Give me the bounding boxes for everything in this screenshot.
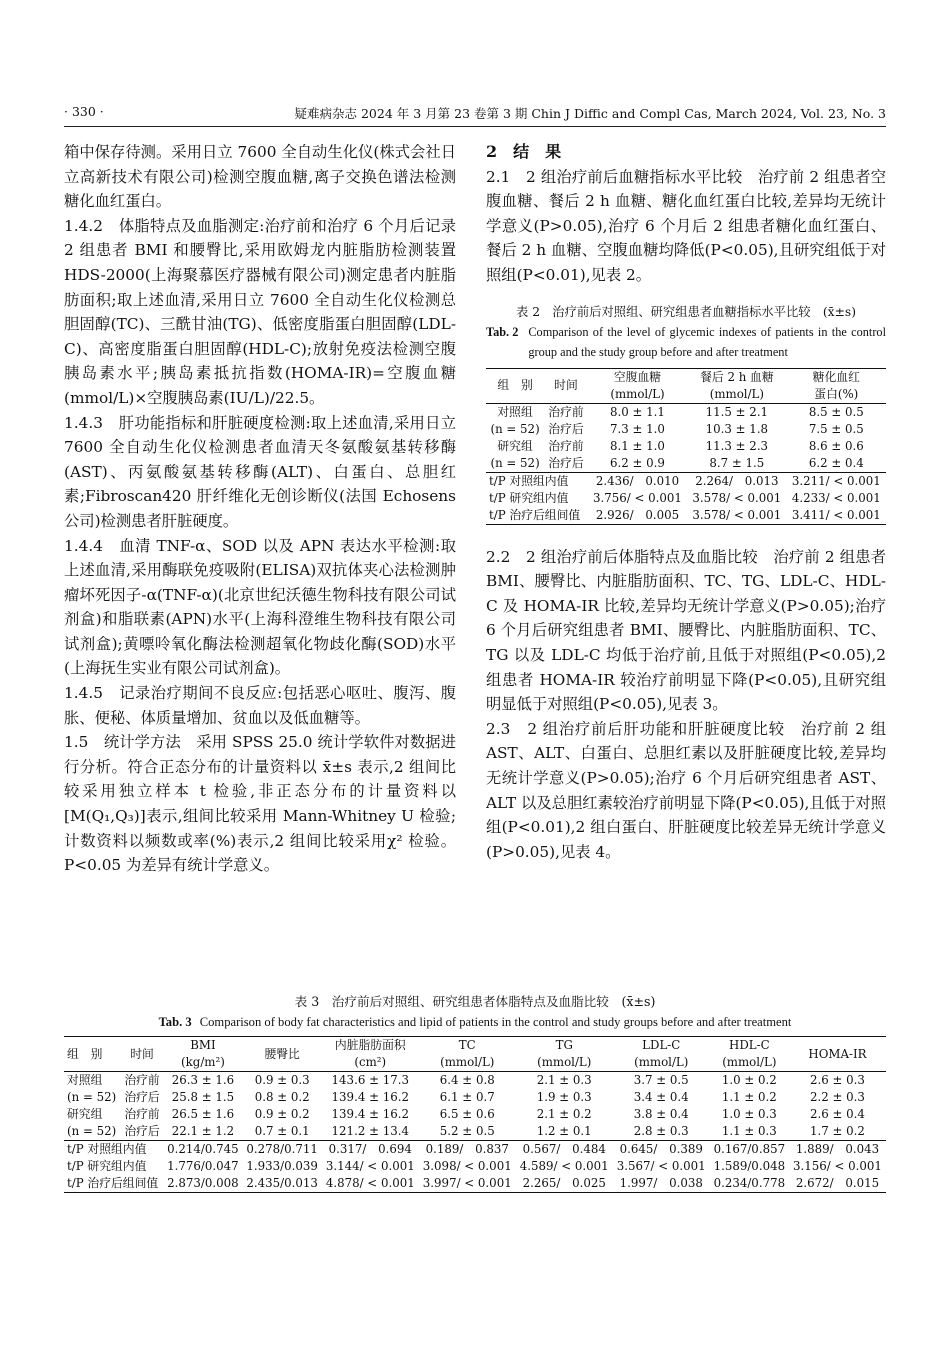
table-cell: 22.1 ± 1.2 (171, 1124, 235, 1138)
table-cell: 26.5 ± 1.6 (171, 1107, 235, 1121)
table-header-cell: TG (mmol/L) (537, 1038, 592, 1069)
table-header-cell: TC (mmol/L) (440, 1038, 495, 1069)
table-cell: 0.9 ± 0.3 (254, 1073, 310, 1087)
table-cell: 8.5 ± 0.5 (808, 404, 864, 419)
table-cell: 1.1 ± 0.2 (721, 1090, 777, 1104)
table-cell: t/P 对照组内值 (67, 1142, 147, 1156)
table-cell: 6.2 ± 0.4 (808, 455, 864, 470)
table-cell: 3.411/ < 0.001 (791, 507, 881, 522)
table-stat-row (486, 472, 886, 490)
table-cell: 6.5 ± 0.6 (439, 1107, 495, 1121)
table-cell: 2.8 ± 0.3 (633, 1124, 689, 1138)
table-cell: 3.567/ < 0.001 (616, 1159, 706, 1173)
table-header-cell: 时间 (554, 378, 578, 393)
table-header-cell: HDL-C (mmol/L) (722, 1038, 777, 1069)
table-cell: 治疗前 (548, 404, 584, 419)
table-cell: 治疗后 (124, 1090, 160, 1104)
table2-caption (486, 302, 886, 362)
table-cell: 2.1 ± 0.3 (536, 1073, 592, 1087)
table-stat-row (64, 1158, 886, 1175)
table-cell: 3.4 ± 0.4 (633, 1090, 689, 1104)
table-cell: 3.997/ < 0.001 (422, 1176, 512, 1190)
page-number: · 330 · (64, 104, 104, 119)
table-stat-row (486, 507, 886, 525)
table-row (64, 1072, 886, 1090)
table-cell: 11.5 ± 2.1 (705, 404, 769, 419)
table3-caption-text: Comparison of body fat characteristics and lipid of patients in the control and study groups before and after treatment (199, 1015, 792, 1029)
table-cell: 25.8 ± 1.5 (171, 1090, 235, 1104)
table-header-cell: 组 别 (67, 1046, 103, 1061)
table-cell: 2.672/ 0.015 (795, 1176, 880, 1190)
table-cell: (n = 52) (67, 1090, 117, 1104)
table-cell: 2.1 ± 0.2 (536, 1107, 592, 1121)
table-row (486, 403, 886, 421)
table-cell: 治疗前 (548, 438, 584, 453)
table-cell: (n = 52) (490, 421, 540, 436)
table-cell: 1.0 ± 0.2 (721, 1073, 777, 1087)
table-header-cell: 餐后 2 h 血糖 (mmol/L) (700, 369, 774, 401)
paragraph: 1.4.2 体脂特点及血脂测定:治疗前和治疗 6 个月后记录 2 组患者 BMI 和腰臀比,采用欧姆龙内脏脂肪检测装置 HDS-2000(上海聚慕医疗器械有限公司)测定患者内脏脂肪面积;取上述血清,采用日立 7600 全自动生化仪检测总胆固醇(TC)、三酰甘油(TG)、低密度脂蛋白胆固醇(LDL-C)、高密度脂蛋白胆固醇(HDL-C);放射免疫法检测空腹胰岛素水平;胰岛素抵抗指数(HOMA-IR)=空腹血糖(mmol/L)×空腹胰岛素(IU/L)/22.5。 (64, 216, 456, 407)
table-cell: 0.317/ 0.694 (328, 1142, 412, 1156)
table-header-cell: 内脏脂肪面积 (cm²) (334, 1038, 406, 1069)
table-cell: 10.3 ± 1.8 (705, 421, 769, 436)
table-cell: 3.578/ < 0.001 (692, 507, 782, 522)
journal-info: 疑难病杂志 2024 年 3 月第 23 卷第 3 期 Chin J Diffic and Compl Cas, March 2024, Vol. 23, No. 3 (294, 106, 886, 121)
table-cell: 1.997/ 0.038 (619, 1176, 703, 1190)
table-cell: 对照组 (67, 1073, 103, 1087)
table-cell: 2.926/ 0.005 (595, 507, 680, 522)
table-cell: 2.6 ± 0.4 (810, 1107, 865, 1121)
table-cell: 0.9 ± 0.2 (254, 1107, 310, 1121)
table-header-cell: HOMA-IR (808, 1046, 867, 1061)
table-cell: 2.435/0.013 (246, 1176, 318, 1190)
table-cell: 0.214/0.745 (167, 1142, 239, 1156)
table-cell: 研究组 (497, 438, 533, 453)
table-header-cell: 腰臀比 (264, 1046, 300, 1061)
table-cell: t/P 对照组内值 (489, 473, 569, 488)
table-cell: 1.1 ± 0.3 (721, 1124, 777, 1138)
table-cell: t/P 治疗后组间值 (489, 507, 581, 522)
table-stat-row (64, 1141, 886, 1159)
table2-caption-en (486, 322, 886, 362)
table-cell: 3.8 ± 0.4 (633, 1107, 689, 1121)
table2 (486, 368, 886, 525)
table-cell: 8.6 ± 0.6 (808, 438, 864, 453)
table3-label: Tab. 3 (158, 1015, 192, 1029)
table-header-cell: LDL-C (mmol/L) (634, 1038, 689, 1069)
section-title: 2 结 果 (486, 142, 562, 161)
table-stat-row (486, 490, 886, 507)
paragraph: 箱中保存待测。采用日立 7600 全自动生化仪(株式会社日立高新技术有限公司)检测空腹血糖,离子交换色谱法检测糖化血红蛋白。 (64, 143, 456, 211)
table-cell: 2.436/ 0.010 (595, 473, 680, 488)
paragraph: 1.4.5 记录治疗期间不良反应:包括恶心呕吐、腹泻、腹胀、便秘、体质量增加、贫血以及低血糖等。 (64, 684, 456, 727)
paragraph: 2.1 2 组治疗前后血糖指标水平比较 治疗前 2 组患者空腹血糖、餐后 2 h 血糖、糖化血红蛋白比较,差异均无统计学意义(P>0.05),治疗 6 个月后 2 组患者糖化血红蛋白、餐后 2 h 血糖、空腹血糖均降低(P<0.05),且研究组低于对照组(P<0.01),见表 2。 (486, 167, 886, 284)
right-column (486, 140, 886, 864)
table-row (486, 455, 886, 473)
table-cell: 11.3 ± 2.3 (705, 438, 769, 453)
table-cell: 3.144/ < 0.001 (325, 1159, 415, 1173)
table-header-cell: 糖化血红 蛋白(%) (812, 369, 860, 401)
table3-block (64, 992, 886, 1193)
table-cell: 1.7 ± 0.2 (810, 1124, 865, 1138)
table-cell: 3.756/ < 0.001 (593, 490, 682, 505)
table-cell: 5.2 ± 0.5 (439, 1124, 495, 1138)
table-cell: 1.933/0.039 (246, 1159, 318, 1173)
table-cell: t/P 研究组内值 (67, 1159, 147, 1173)
table2-block (486, 302, 886, 525)
table-cell: 对照组 (497, 404, 533, 419)
table-row (64, 1089, 886, 1106)
table3-caption-en (64, 1012, 886, 1032)
table2-label: Tab. 2 (486, 324, 519, 339)
table-cell: 3.156/ < 0.001 (793, 1159, 882, 1173)
table-cell: t/P 治疗后组间值 (67, 1176, 159, 1190)
table-cell: 139.4 ± 16.2 (331, 1107, 409, 1121)
table-cell: (n = 52) (490, 455, 540, 470)
table-row (64, 1106, 886, 1123)
table2-caption-cn: 表 2 治疗前后对照组、研究组患者血糖指标水平比较 (x̄±s) (515, 304, 856, 319)
table-header-cell: 时间 (130, 1046, 154, 1061)
table-cell: 1.776/0.047 (167, 1159, 239, 1173)
table-cell: 6.4 ± 0.8 (439, 1073, 495, 1087)
table-row (64, 1123, 886, 1141)
table-cell: 121.2 ± 13.4 (331, 1124, 409, 1138)
table-cell: 1.0 ± 0.3 (721, 1107, 777, 1121)
paragraph: 1.5 统计学方法 采用 SPSS 25.0 统计学软件对数据进行分析。符合正态分布的计量资料以 x̄±s 表示,2 组间比较采用独立样本 t 检验,非正态分布的计量资料以[M(Q₁,Q₃)]表示,组间比较采用 Mann-Whitney U 检验;计数资料以频数或率(%)表示,2 组间比较采用χ² 检验。P<0.05 为差异有统计学意义。 (64, 733, 456, 875)
table-cell: 0.7 ± 0.1 (254, 1124, 310, 1138)
table-cell: 3.7 ± 0.5 (633, 1073, 689, 1087)
table-cell: 143.6 ± 17.3 (331, 1073, 409, 1087)
table-cell: 8.0 ± 1.1 (610, 404, 665, 419)
table-cell: 7.5 ± 0.5 (808, 421, 864, 436)
table-cell: 2.6 ± 0.3 (810, 1073, 865, 1087)
table-row (486, 438, 886, 455)
table-cell: 3.211/ < 0.001 (791, 473, 881, 488)
table-cell: 1.9 ± 0.3 (536, 1090, 592, 1104)
running-header (64, 104, 886, 127)
table-cell: 6.1 ± 0.7 (439, 1090, 495, 1104)
paragraph: 1.4.3 肝功能指标和肝脏硬度检测:取上述血清,采用日立 7600 全自动生化仪检测患者血清天冬氨酸氨基转移酶(AST)、丙氨酸氨基转移酶(ALT)、白蛋白、总胆红素;Fibroscan420 肝纤维化无创诊断仪(法国 Echosens 公司)检测患者肝脏硬度。 (64, 413, 456, 530)
table-header-cell: 空腹血糖 (mmol/L) (610, 369, 665, 401)
table-header-cell: 组 别 (497, 378, 533, 393)
table-row (486, 421, 886, 438)
table-cell: 治疗后 (548, 421, 584, 436)
table-cell: 0.278/0.711 (246, 1142, 318, 1156)
table-cell: 8.1 ± 1.0 (610, 438, 665, 453)
table-cell: 1.589/0.048 (713, 1159, 786, 1173)
table-stat-row (64, 1175, 886, 1193)
table-cell: 4.878/ < 0.001 (325, 1176, 415, 1190)
table-cell: 0.567/ 0.484 (522, 1142, 606, 1156)
table3-caption-cn: 表 3 治疗前后对照组、研究组患者体脂特点及血脂比较 (x̄±s) (294, 994, 656, 1009)
left-column (64, 140, 456, 878)
table-cell: 0.234/0.778 (713, 1176, 786, 1190)
table-cell: t/P 研究组内值 (489, 490, 569, 505)
paragraph: 2.2 2 组治疗前后体脂特点及血脂比较 治疗前 2 组患者 BMI、腰臀比、内脏脂肪面积、TC、TG、LDL-C、HDL-C 及 HOMA-IR 比较,差异均无统计学意义(P>0.05);治疗 6 个月后研究组患者 BMI、腰臀比、内脏脂肪面积、TC、TG 以及 LDL-C 均低于治疗前,且低于对照组(P<0.05),2 组患者 HOMA-IR 较治疗前明显下降(P<0.05),且研究组明显低于对照组(P<0.05),见表 3。 (486, 547, 886, 714)
table-cell: 0.8 ± 0.2 (254, 1090, 310, 1104)
table-cell: 8.7 ± 1.5 (709, 455, 765, 470)
table-cell: 治疗前 (124, 1073, 160, 1087)
table-cell: 6.2 ± 0.9 (610, 455, 665, 470)
table2-caption-text: Comparison of the level of glycemic indexes of patients in the control group and the study group before and after treatment (528, 324, 886, 359)
table-cell: 0.645/ 0.389 (619, 1142, 703, 1156)
table-cell: 治疗后 (124, 1124, 160, 1138)
table-cell: 2.264/ 0.013 (695, 473, 779, 488)
table-cell: 研究组 (67, 1107, 103, 1121)
table-header-cell: BMI (kg/m²) (181, 1038, 225, 1069)
table-cell: 26.3 ± 1.6 (171, 1073, 235, 1087)
table-cell: 0.167/0.857 (713, 1142, 786, 1156)
table-cell: 2.265/ 0.025 (522, 1176, 606, 1190)
table-cell: 3.578/ < 0.001 (692, 490, 782, 505)
table-cell: 4.233/ < 0.001 (791, 490, 881, 505)
table-cell: 治疗后 (548, 455, 584, 470)
table-cell: 2.873/0.008 (167, 1176, 239, 1190)
table-cell: 3.098/ < 0.001 (422, 1159, 512, 1173)
table-cell: 治疗前 (124, 1107, 160, 1121)
paragraph: 1.4.4 血清 TNF-α、SOD 以及 APN 表达水平检测:取上述血清,采用酶联免疫吸附(ELISA)双抗体夹心法检测肿瘤坏死因子-α(TNF-α)(北京世纪沃德生物科技有限公司试剂盒)和脂联素(APN)水平(上海科澄维生物科技有限公司试剂盒);黄嘌呤氧化酶法检测超氧化物歧化酶(SOD)水平(上海抚生实业有限公司试剂盒)。 (64, 536, 456, 678)
table-cell: 1.2 ± 0.1 (536, 1124, 592, 1138)
table-cell: 1.889/ 0.043 (795, 1142, 880, 1156)
table-cell: 0.189/ 0.837 (425, 1142, 509, 1156)
table-cell: 4.589/ < 0.001 (519, 1159, 609, 1173)
paragraph: 2.3 2 组治疗前后肝功能和肝脏硬度比较 治疗前 2 组 AST、ALT、白蛋白、总胆红素以及肝脏硬度比较,差异均无统计学意义(P>0.05);治疗 6 个月后研究组患者 AST、ALT 以及总胆红素较治疗前明显下降(P<0.05),且低于对照组(P<0.01),2 组白蛋白、肝脏硬度比较差异无统计学意义(P>0.05),见表 4。 (486, 719, 886, 861)
table-cell: 7.3 ± 1.0 (610, 421, 665, 436)
table3 (64, 1036, 886, 1193)
table-cell: (n = 52) (67, 1124, 117, 1138)
table-cell: 139.4 ± 16.2 (331, 1090, 409, 1104)
table-cell: 2.2 ± 0.3 (810, 1090, 865, 1104)
